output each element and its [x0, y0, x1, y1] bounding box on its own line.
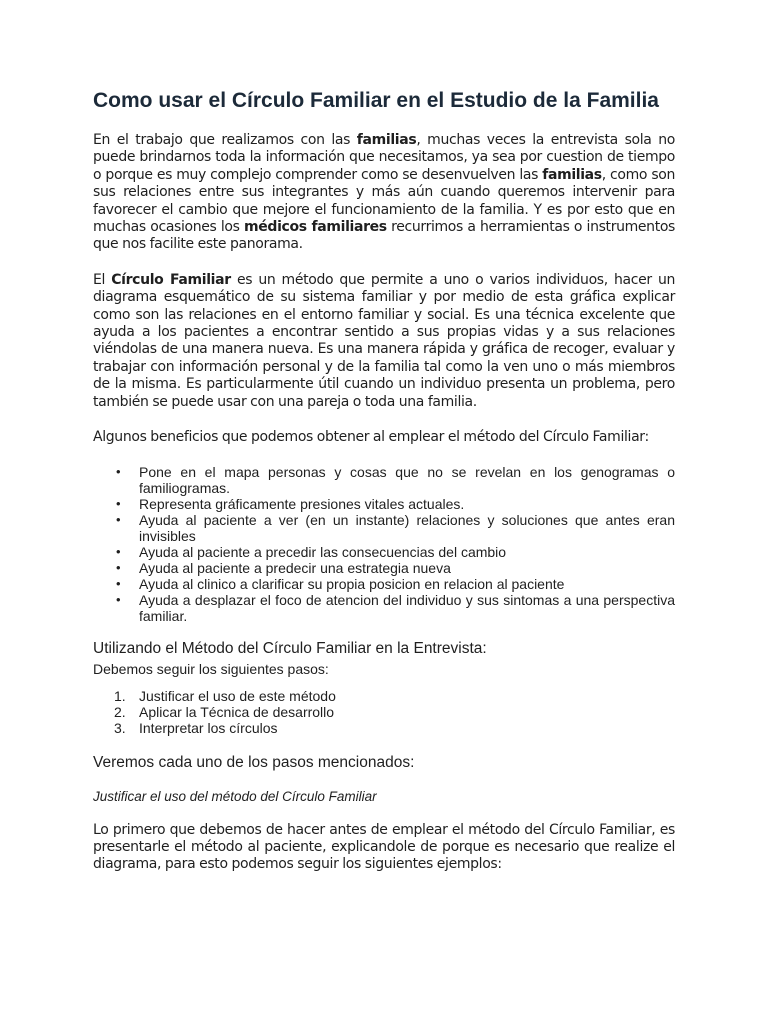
page-title: Como usar el Círculo Familiar en el Estudio de la Familia [93, 89, 659, 112]
intro-paragraph [93, 132, 675, 254]
intro-text-4: recurrimos a herramientas o instrumentos que nos facilite este panorama. [93, 219, 675, 253]
benefit-text: Ayuda a desplazar el foco de atencion del individuo y sus sintomas a una perspectiva familiar. [139, 591, 675, 624]
list-item [93, 688, 675, 704]
step-number: 1. [114, 687, 126, 704]
bullet-icon: • [116, 575, 121, 591]
list-item [93, 512, 675, 544]
step-text: Interpretar los círculos [139, 719, 278, 736]
list-item [93, 496, 675, 512]
bullet-icon: • [116, 559, 121, 575]
list-item [93, 704, 675, 720]
benefit-text: Ayuda al paciente a predecir una estrategia nueva [139, 559, 451, 576]
intro-text-1: En el trabajo que realizamos con las [93, 132, 357, 148]
intro-text-3: , como son sus relaciones entre sus integrantes y más aún cuando queremos intervenir para favorecer el cambio que mejore el funcionamiento de la familia. Y es por esto que en muchas ocasiones los [93, 166, 675, 236]
list-item [93, 560, 675, 576]
intro-bold-1: familias [356, 132, 417, 148]
bullet-icon: • [116, 495, 121, 511]
list-item [93, 592, 675, 624]
interview-heading: Utilizando el Método del Círculo Familiar en la Entrevista: [93, 639, 487, 657]
definition-text-2: es un método que permite a uno o varios individuos, hacer un diagrama esquemático de su sistema familiar y por medio de esta gráfica explicar como son las relaciones en el entorno familiar y social. Es una técnica excelente que ayuda a los pacientes a encontrar sentido a sus propias vidas y a sus relaciones viéndolas de una manera nueva. Es una manera rápida y gráfica de recoger, evaluar y trabajar con información personal y de la familia tal como la ven uno o más miembros de la misma. Es particularmente útil cuando un individuo presenta un problema, pero también se puede usar con una pareja o toda una familia. [93, 271, 676, 410]
intro-bold-2: familias [542, 166, 602, 183]
steps-intro: Debemos seguir los siguientes pasos: [93, 660, 329, 677]
bullet-icon: • [116, 543, 121, 559]
bullet-icon: • [116, 591, 121, 607]
steps-list [93, 688, 675, 736]
step-text: Aplicar la Técnica de desarrollo [139, 703, 335, 720]
document-page [93, 88, 675, 874]
benefit-text: Ayuda al paciente a precedir las consecuencias del cambio [139, 543, 507, 560]
benefit-text: Representa gráficamente presiones vitales actuales. [139, 495, 465, 512]
list-item [93, 576, 675, 592]
benefits-intro: Algunos beneficios que podemos obtener al emplear el método del Círculo Familiar: [93, 429, 649, 446]
intro-bold-3: médicos familiares [244, 219, 387, 236]
bullet-icon: • [116, 463, 121, 479]
list-item [93, 544, 675, 560]
list-item [93, 464, 675, 496]
definition-text-1: El [93, 271, 112, 288]
benefit-text: Pone en el mapa personas y cosas que no se revelan en los genogramas o familiogramas. [139, 463, 675, 496]
benefit-text: Ayuda al clinico a clarificar su propia posicion en relacion al paciente [139, 575, 565, 592]
definition-paragraph [93, 272, 675, 411]
bullet-icon: • [116, 511, 121, 527]
list-item [93, 720, 675, 736]
italic-subheading: Justificar el uso del método del Círculo Familiar [93, 788, 377, 804]
definition-bold-1: Círculo Familiar [111, 271, 231, 288]
review-heading: Veremos cada uno de los pasos mencionados: [93, 753, 415, 771]
step-text: Justificar el uso de este método [139, 687, 336, 704]
closing-paragraph: Lo primero que debemos de hacer antes de emplear el método del Círculo Familiar, es presentarle el método al paciente, explicandole de porque es necesario que realize el diagrama, para esto podemos seguir los siguientes ejemplos: [93, 821, 675, 873]
step-number: 3. [114, 719, 126, 736]
intro-text-2: , muchas veces la entrevista sola no puede brindarnos toda la información que necesitamos, ya sea por cuestion de tiempo o porque es muy complejo comprender como se desenvuelven las [93, 132, 675, 183]
step-number: 2. [114, 703, 126, 720]
benefit-text: Ayuda al paciente a ver (en un instante) relaciones y soluciones que antes eran invisibles [139, 511, 675, 544]
benefits-list [93, 464, 675, 624]
